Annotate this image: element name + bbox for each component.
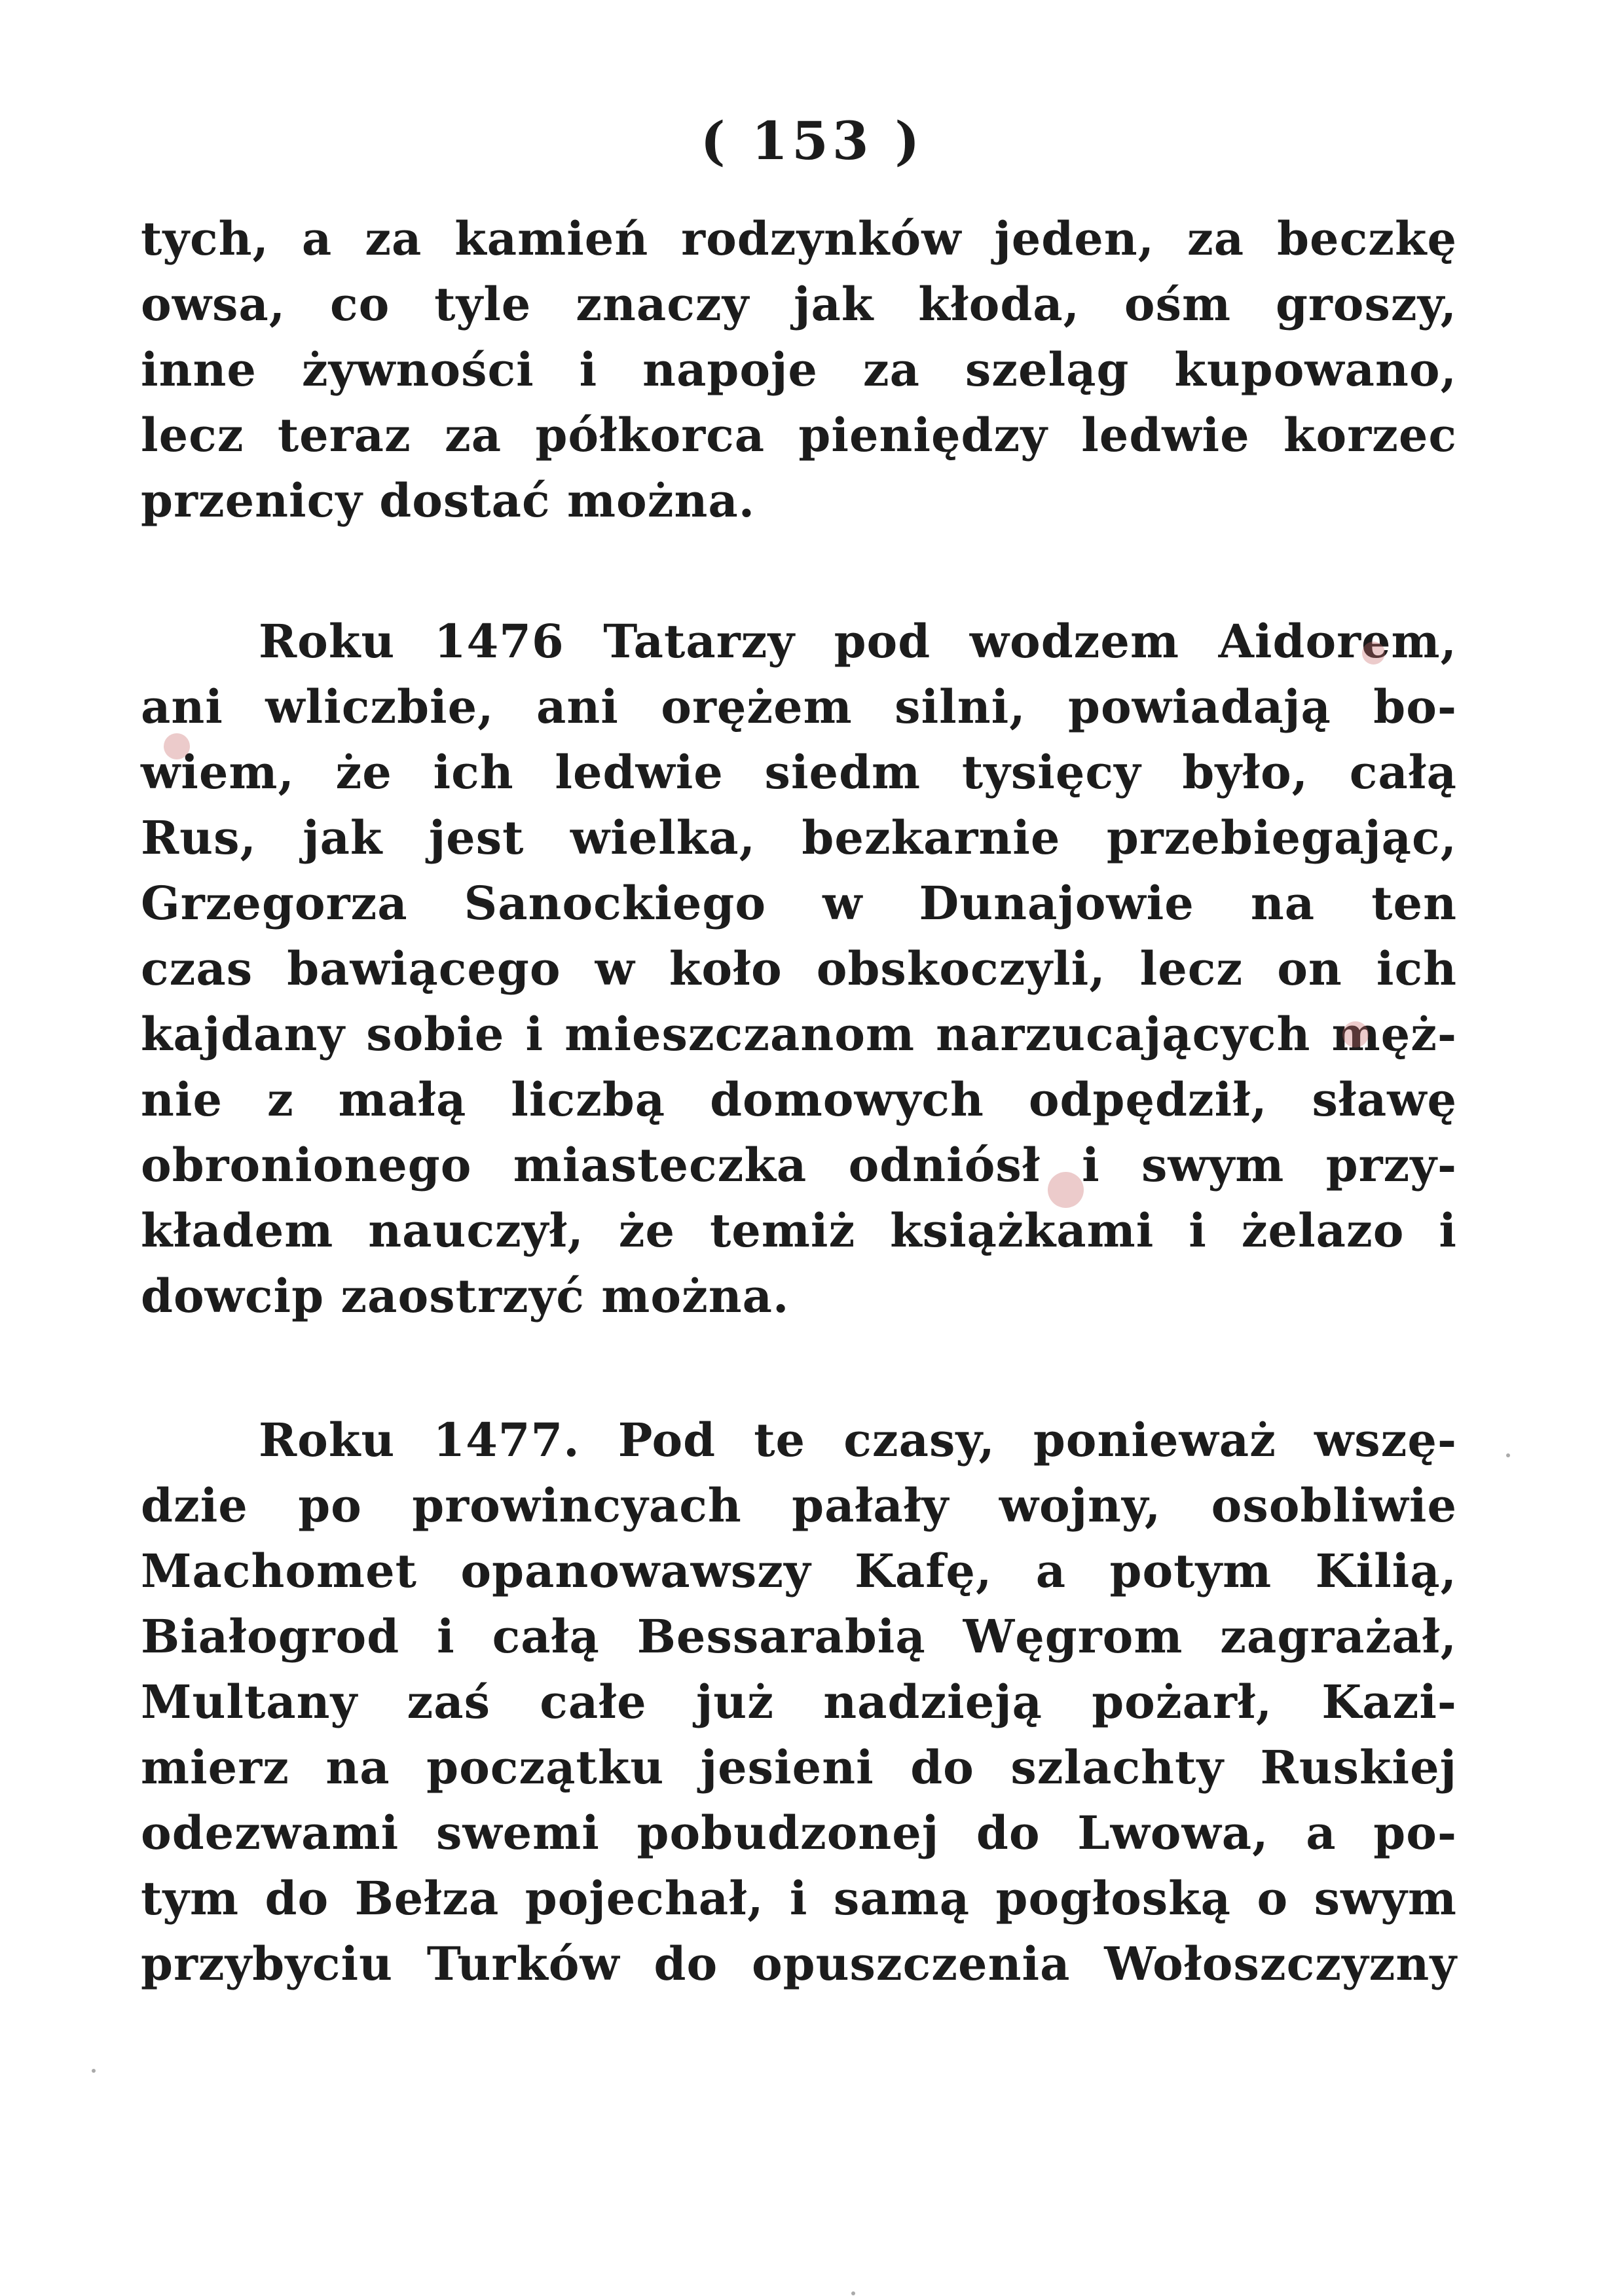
- paper-stain: [1048, 1172, 1084, 1208]
- text-line: kajdany sobie i mieszczanom narzucających męż-: [141, 1007, 1457, 1061]
- text-line: odezwami swemi pobudzonej do Lwowa, a po-: [141, 1806, 1457, 1860]
- text-line: lecz teraz za półkorca pieniędzy ledwie korzec: [141, 408, 1457, 462]
- text-line: Grzegorza Sanockiego w Dunajowie na ten: [141, 876, 1457, 930]
- text-line: tych, a za kamień rodzynków jeden, za beczkę: [141, 211, 1457, 266]
- text-line: dzie po prowincyach pałały wojny, osobliwie: [141, 1478, 1457, 1533]
- text-line: wiem, że ich ledwie siedm tysięcy było, całą: [141, 745, 1457, 799]
- paper-speck: [92, 2069, 96, 2073]
- text-line: ani wliczbie, ani orężem silni, powiadają bo-: [141, 680, 1457, 734]
- text-line: dowcip zaostrzyć można.: [141, 1269, 790, 1323]
- paper-stain: [1362, 642, 1385, 665]
- text-line: przybyciu Turków do opuszczenia Wołoszczyzny: [141, 1937, 1457, 1991]
- paragraph-first-line: Roku 1476 Tatarzy pod wodzem Aidorem,: [259, 614, 1457, 668]
- text-line: Białogrod i całą Bessarabią Węgrom zagrażał,: [141, 1609, 1457, 1664]
- text-line: Multany zaś całe już nadzieją pożarł, Kazi-: [141, 1675, 1457, 1729]
- page-number: ( 153 ): [700, 110, 924, 172]
- text-line: mierz na początku jesieni do szlachty Ruskiej: [141, 1740, 1457, 1795]
- text-line: tym do Bełza pojechał, i samą pogłoską o swym: [141, 1871, 1457, 1925]
- text-line: czas bawiącego w koło obskoczyli, lecz on ich: [141, 941, 1457, 996]
- text-line: Rus, jak jest wielka, bezkarnie przebiegając,: [141, 811, 1457, 865]
- text-line: obronionego miasteczka odniósł i swym przy-: [141, 1138, 1457, 1192]
- text-line: owsa, co tyle znaczy jak kłoda, ośm groszy,: [141, 277, 1457, 331]
- paper-stain: [164, 733, 190, 759]
- text-line: nie z małą liczbą domowych odpędził, sławę: [141, 1072, 1457, 1127]
- paper-speck: [1506, 1453, 1510, 1457]
- text-line: kładem nauczył, że temiż książkami i żelazo i: [141, 1203, 1457, 1258]
- text-line: Machomet opanowawszy Kafę, a potym Kilią,: [141, 1544, 1457, 1598]
- paper-speck: [851, 2291, 855, 2295]
- paragraph-first-line: Roku 1477. Pod te czasy, ponieważ wszę-: [259, 1413, 1457, 1467]
- text-line: inne żywności i napoje za szeląg kupowano,: [141, 342, 1457, 397]
- paper-stain: [1342, 1021, 1369, 1048]
- text-line: przenicy dostać można.: [141, 473, 756, 528]
